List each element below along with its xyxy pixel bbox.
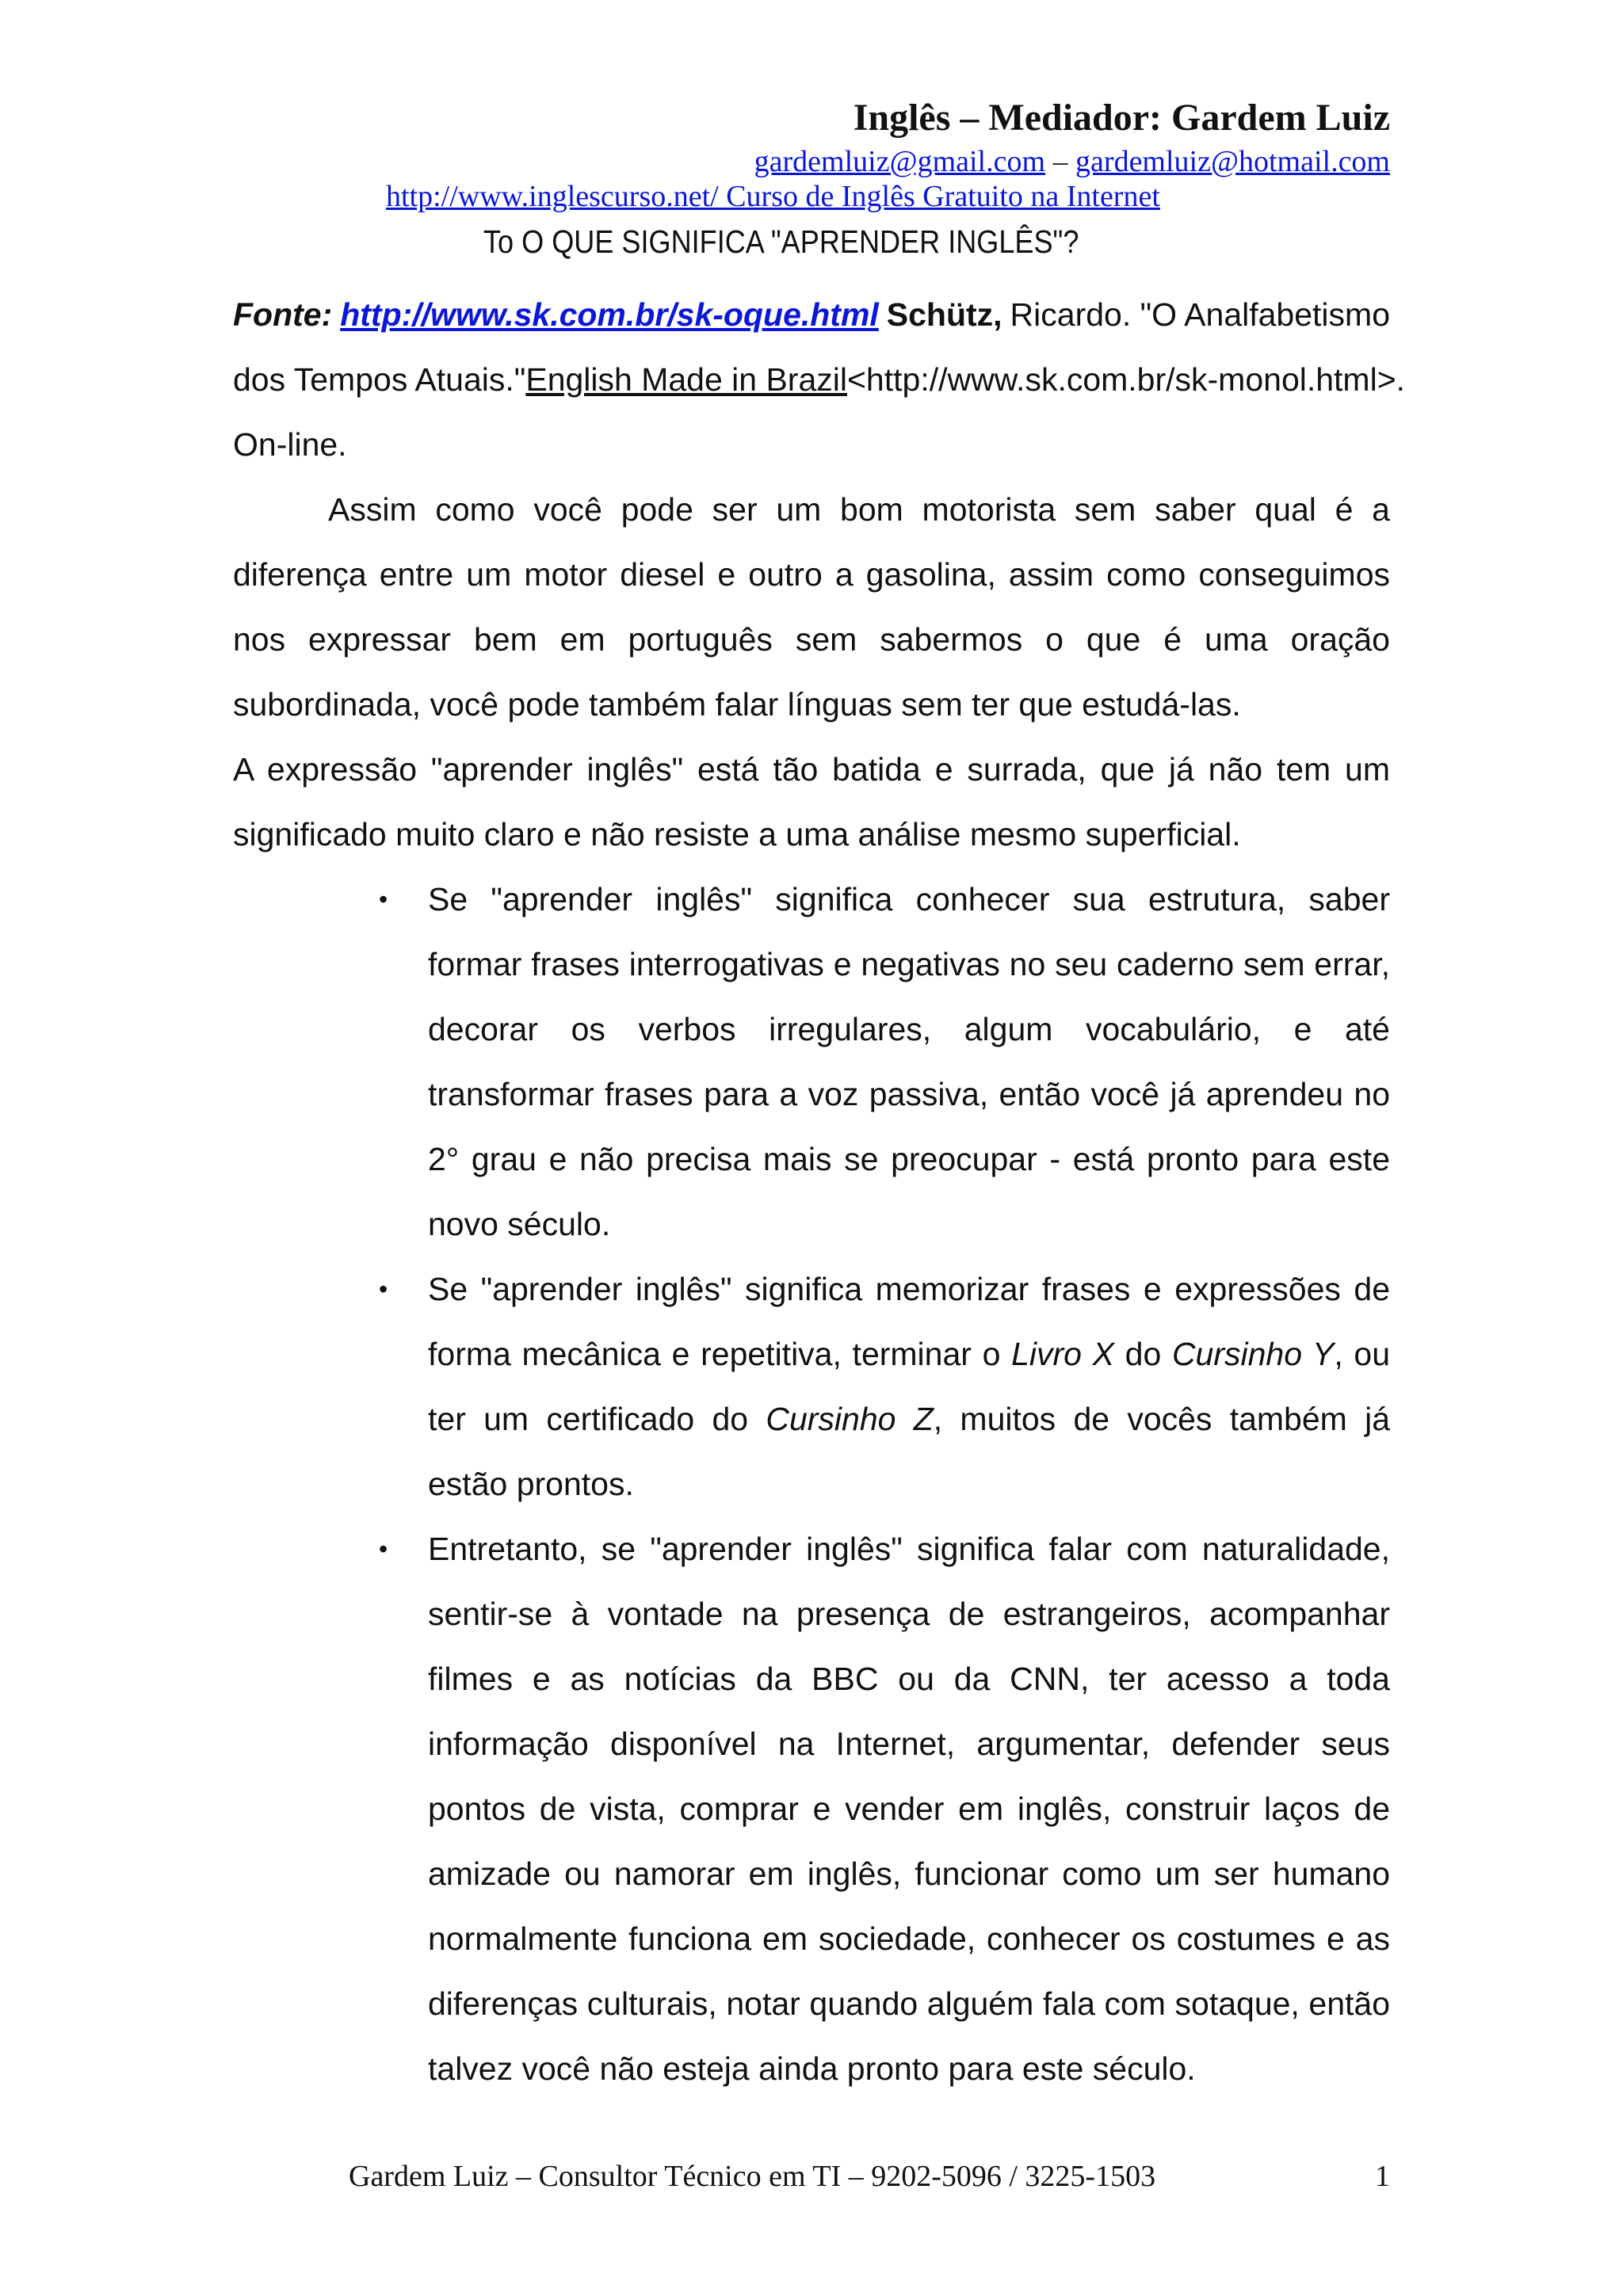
email-link-gmail[interactable]: gardemluiz@gmail.com: [754, 145, 1046, 178]
bullet-icon: •: [379, 885, 388, 913]
paragraph-2: A expressão "aprender inglês" está tão batida e surrada, que já não tem um significado muito claro e não resiste a uma análise mesmo superficial.: [233, 751, 1390, 852]
email-separator: –: [1052, 145, 1068, 178]
bullet-2-text-b: do: [1113, 1336, 1172, 1372]
page-header: [754, 93, 1390, 181]
bullet-2-course-y: Cursinho Y: [1171, 1336, 1335, 1372]
email-link-hotmail[interactable]: gardemluiz@hotmail.com: [1075, 145, 1390, 178]
bullet-icon: •: [379, 1275, 388, 1303]
list-item: [379, 1516, 1390, 2101]
bullet-2-text-c: , ou ter um certificado do: [428, 1336, 1391, 1437]
bullet-icon: •: [379, 1535, 388, 1563]
site-link[interactable]: http://www.inglescurso.net/ Curso de Inglês Gratuito na Internet: [386, 180, 1160, 213]
source-author: Schütz,: [886, 296, 1002, 333]
source-citation: [233, 282, 1406, 477]
bullet-2-text-a: Se "aprender inglês" significa memorizar frases e expressões de forma mecânica e repetitiva, terminar o: [428, 1271, 1390, 1372]
bullet-2-course-z: Cursinho Z: [766, 1401, 934, 1437]
footer-text: Gardem Luiz – Consultor Técnico em TI – 9202-5096 / 3225-1503: [349, 2160, 1156, 2193]
bullet-2-text-d: , muitos de vocês também já estão prontos.: [428, 1401, 1390, 1502]
list-item: [379, 1257, 1391, 1516]
bullet-2-book: Livro X: [1011, 1336, 1114, 1372]
topic-heading: To O QUE SIGNIFICA "APRENDER INGLÊS"?: [483, 223, 1079, 260]
source-url-link[interactable]: http://www.sk.com.br/sk-oque.html: [340, 296, 879, 333]
paragraph-1: Assim como você pode ser um bom motorista sem saber qual é a diferença entre um motor diesel e outro a gasolina, assim como conseguimos nos expressar bem em português sem sabermos o que é uma oração subordinada, você pode também falar línguas sem ter que estudá-las.: [233, 491, 1390, 723]
list-item: [379, 867, 1390, 1257]
header-emails: [754, 143, 1390, 181]
source-line1-rest: Ricardo. "O Analfabetismo: [1010, 296, 1390, 333]
source-label: Fonte:: [233, 296, 333, 333]
source-book-title: English Made in Brazil: [525, 361, 847, 398]
page-footer: [349, 2157, 1390, 2196]
page-number: 1: [1375, 2160, 1390, 2193]
header-title: Inglês – Mediador: Gardem Luiz: [853, 97, 1390, 139]
bullet-3-text: Entretanto, se "aprender inglês" significa falar com naturalidade, sentir-se à vontade na presença de estrangeiros, acompanhar filmes e as notícias da BBC ou da CNN, ter acesso a toda informação disponível na Internet, argumentar, defender seus pontos de vista, comprar e vender em inglês, construir laços de amizade ou namorar em inglês, funcionar como um ser humano normalmente funciona em sociedade, conhecer os costumes e as diferenças culturais, notar quando alguém fala com sotaque, então talvez você não esteja ainda pronto para este século.: [428, 1531, 1390, 2087]
source-line2-b: <http://www.sk.com.br/sk-monol.html>.: [846, 361, 1406, 398]
source-line2-a: dos Tempos Atuais.": [233, 361, 526, 398]
bullet-1-text: Se "aprender inglês" significa conhecer sua estrutura, saber formar frases interrogativas e negativas no seu caderno sem errar, decorar os verbos irregulares, algum vocabulário, e até transformar frases para a voz passiva, então você já aprendeu no 2° grau e não precisa mais se preocupar - está pronto para este novo século.: [428, 881, 1390, 1242]
source-line3: On-line.: [233, 426, 347, 463]
bullet-list: [379, 867, 1391, 2101]
